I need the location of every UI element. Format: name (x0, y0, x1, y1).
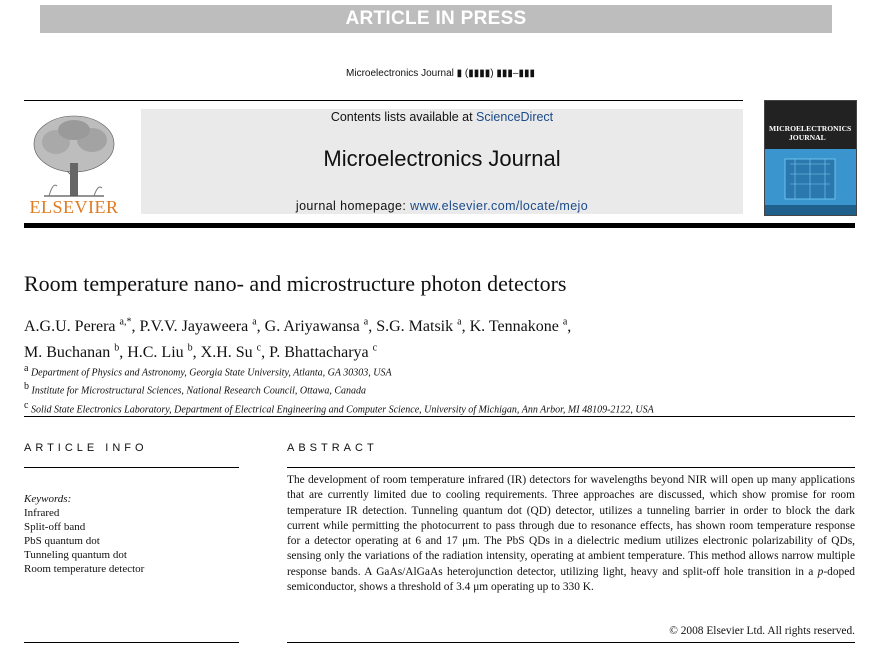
affiliation: $^a$ Department of Physics and Astronomy, Georgia State University, Atlanta, GA 30303, USA (24, 363, 392, 379)
article-info-rule (24, 467, 239, 468)
article-info-heading: ARTICLE INFO (24, 442, 148, 454)
cover-title-line2: JOURNAL (789, 133, 826, 142)
journal-cover-image (764, 100, 857, 216)
homepage-link[interactable]: www.elsevier.com/locate/mejo (410, 199, 589, 213)
abstract-text-italic: p (817, 565, 824, 578)
contents-prefix: Contents lists available at (330, 110, 477, 124)
article-info-bottom-rule (24, 642, 239, 643)
keyword: Room temperature detector (24, 563, 145, 575)
author: A.G.U. Perera $^{a,*}$, (24, 317, 140, 336)
homepage-line (141, 199, 743, 213)
author-list (24, 312, 724, 363)
header-top-rule (24, 100, 743, 101)
keywords-label: Keywords: (24, 493, 72, 505)
abstract-heading: ABSTRACT (287, 442, 378, 454)
affiliation-rule (24, 416, 855, 417)
author: P.V.V. Jayaweera $^a$, (139, 317, 265, 336)
affiliation: $^c$ Solid State Electronics Laboratory, Department of Electrical Engineering and Computer Science, University of Michigan, Ann Arbor, MI 48109-2122, USA (24, 399, 654, 415)
cover-title-line1: MICROELECTRONICS (769, 124, 852, 133)
cover-title (769, 124, 853, 142)
abstract-text-part2: -doped semiconductor, shows a threshold of 3.4 μm operating up to 330 K. (287, 565, 855, 594)
article-in-press-banner: ARTICLE IN PRESS (40, 5, 832, 33)
author: X.H. Su $^c$, (200, 342, 270, 361)
keywords-block (24, 492, 144, 576)
abstract-rule (287, 467, 855, 468)
running-head: Microelectronics Journal ▮ (▮▮▮▮) ▮▮▮–▮▮▮ (346, 68, 535, 79)
keyword-list (24, 506, 144, 576)
cover-chip-graphic (765, 149, 856, 215)
abstract-text-part1: The development of room temperature infrared (IR) detectors for wavelengths beyond NIR will open up many applications that are currently limited due to cooling requirements. Three approaches are discussed, which show promise for room temperature IR detection. Tunneling quantum dot (QD) detector, utilizes a tunneling barrier in order to block the dark current while permitting the photocurrent to pass through due to resonance effects, has shown room temperature response for a detector operating at 6 and 17 μm. The PbS QDs in a dielectric medium utilizes electronic polarizability of QDs, sensing only the variations of the radiation intensity, operating at ambient temperature. This method allows narrow multiple response bands. A GaAs/AlGaAs heterojunction detector, utilizing light, heavy and split-off hole transition in a (287, 474, 855, 578)
sciencedirect-link[interactable]: ScienceDirect (476, 110, 554, 124)
author: G. Ariyawansa $^a$, (264, 317, 377, 336)
keyword: Infrared (24, 507, 60, 519)
journal-name: Microelectronics Journal (323, 146, 561, 171)
author: H.C. Liu $^b$, (127, 342, 201, 361)
abstract-text (287, 473, 855, 595)
copyright: © 2008 Elsevier Ltd. All rights reserved. (669, 625, 855, 637)
affiliation-list (24, 362, 855, 417)
publisher-name: ELSEVIER (29, 197, 119, 217)
keyword: PbS quantum dot (24, 535, 100, 547)
author: M. Buchanan $^b$, (24, 342, 128, 361)
author: S.G. Matsik $^a$, (376, 317, 470, 336)
author: P. Bhattacharya $^c$ (269, 342, 378, 361)
contents-line (141, 110, 743, 124)
keyword: Tunneling quantum dot (24, 549, 127, 561)
affiliation: $^b$ Institute for Microstructural Sciences, National Research Council, Ottawa, Canada (24, 381, 367, 397)
header-thick-rule (24, 223, 855, 228)
keyword: Split-off band (24, 521, 86, 533)
article-title: Room temperature nano- and microstructure photon detectors (24, 271, 567, 296)
abstract-bottom-rule (287, 642, 855, 643)
homepage-prefix: journal homepage: (295, 199, 411, 213)
author: K. Tennakone $^a$, (469, 317, 572, 336)
